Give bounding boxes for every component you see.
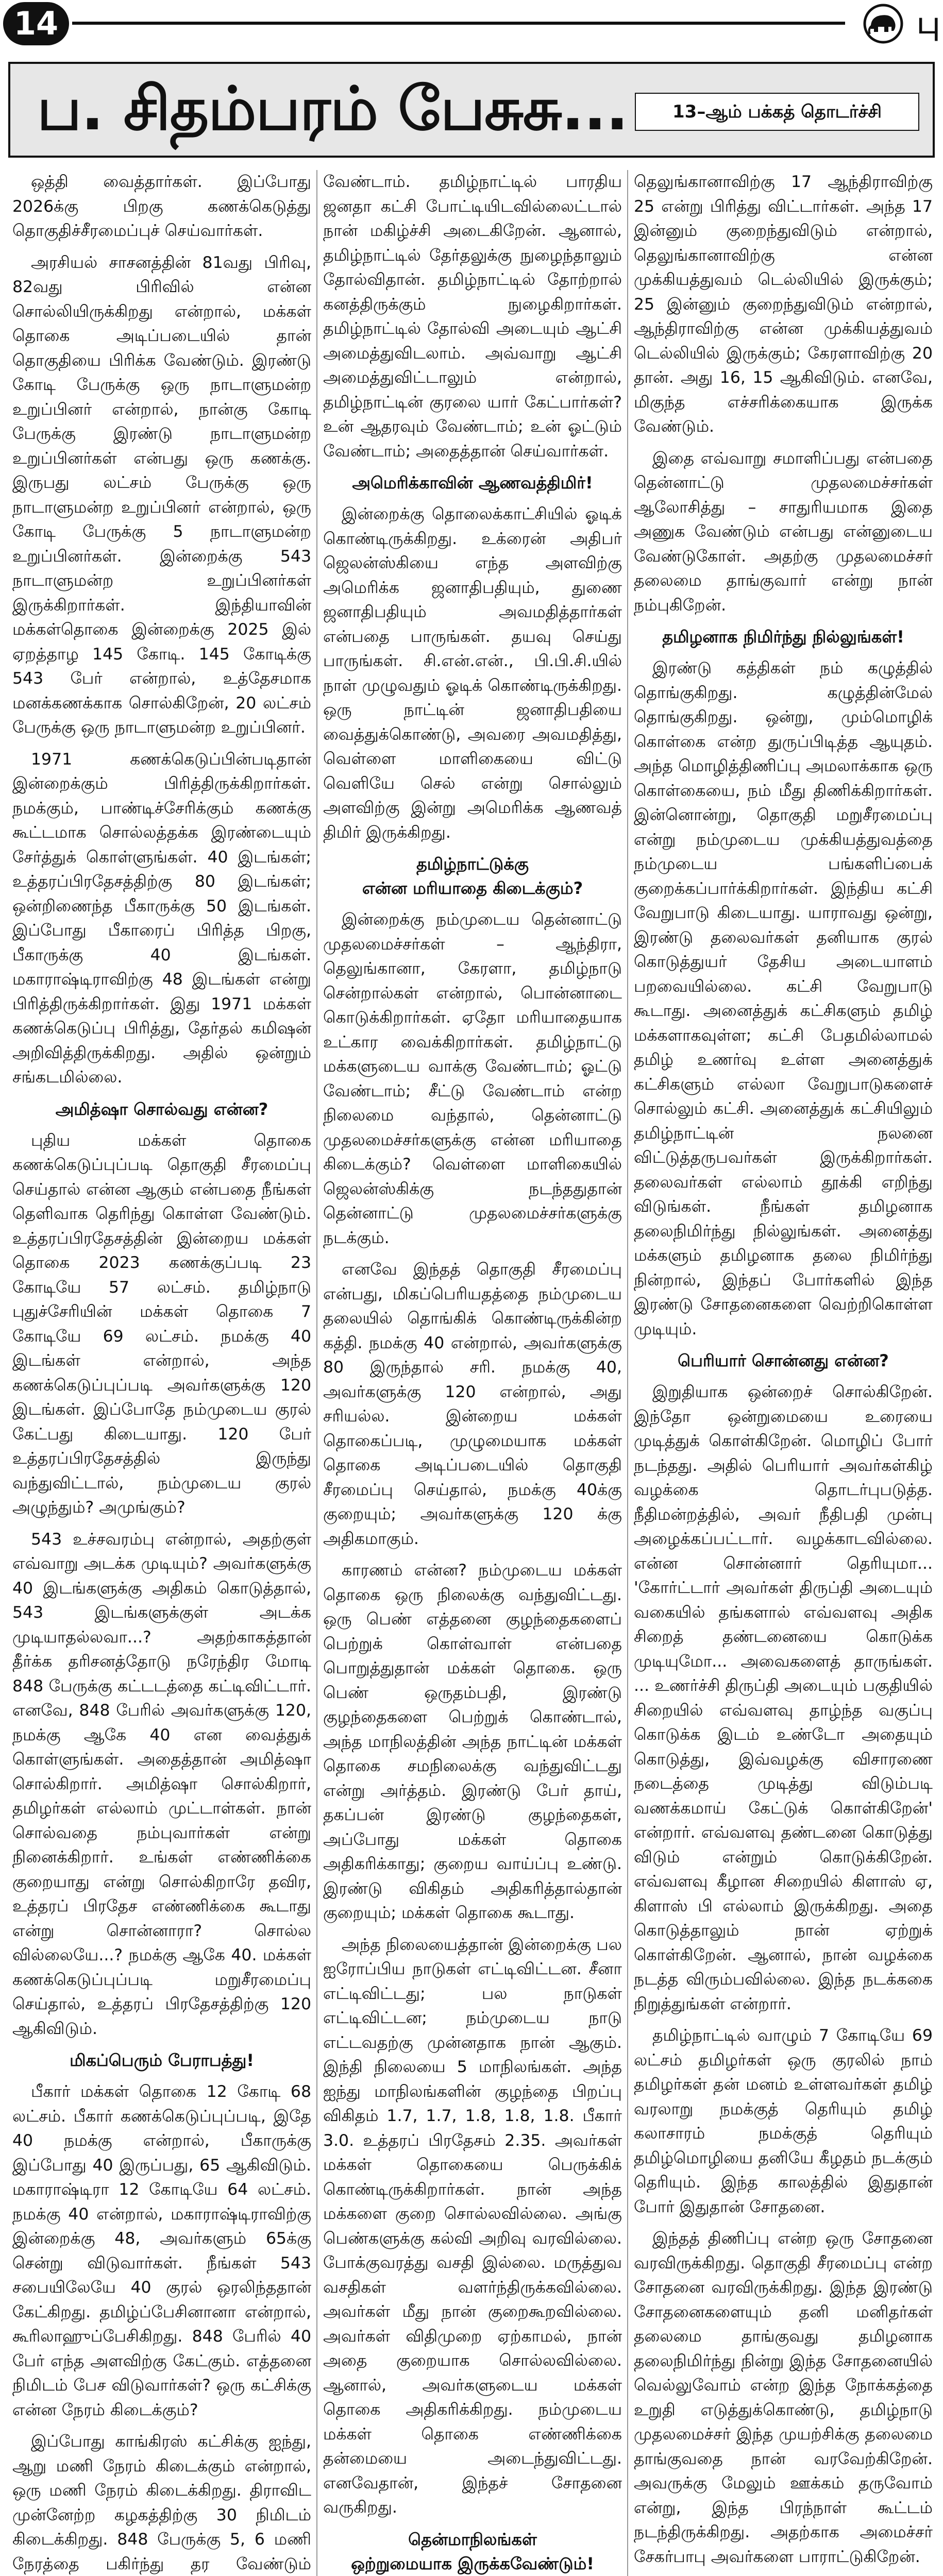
article-paragraph: பீகார் மக்கள் தொகை 12 கோடி 68 லட்சம். பீகார் கணக்கெடுப்புப்படி, இதே 40 நமக்கு என்றால், பீகாருக்கு இப்போது 40 இருப்பது, 65 ஆகிவிடும். மகாராஷ்டிரா 12 கோடியே 64 லட்சம். நமக்கு 40 என்றால், மகாராஷ்டிராவிற்கு இன்றைக்கு 48, அவர்களும் 65க்கு சென்று விடுவார்கள். நீங்கள் 543 சபையிலேயே 40 குரல் ஒரலிந்ததான் கேட்கிறது. தமிழ்ப்பேசினானா என்றால், கூரிலாஹுப்பேசிகிறது. 848 பேரில் 40 பேர் எந்த அளவிற்கு கேட்கும். எத்தனை நிமிடம் பேச விடுவார்கள்? ஒரு கட்சிக்கு என்ன நேரம் கிடைக்கும்?: [12, 2082, 311, 2419]
article-paragraph: தமிழ்நாட்டில் வாழும் 7 கோடியே 69 லட்சம் தமிழர்கள் ஒரு குரலில் நாம் தமிழர்கள் தன் மனம் உள்ளவர்கள் தமிழ் வரலாறு நமக்குத் தெரியும் தமிழ் கலாசாரம் நமக்குத் தெரியும் தமிழ்மொழியை தனியே கீழதம் நடக்கும் தெரியும். இந்த காலத்தில் இதுதான் போர் இதுதான் சோதனை.: [634, 2026, 933, 2216]
subheading-line: தமிழனாக நிமிர்ந்து நில்லுங்கள்!: [662, 627, 904, 647]
subheading-line: தமிழ்நாட்டுக்கு: [416, 854, 529, 874]
headline: ப. சிதம்பரம் பேசுசு...: [37, 74, 628, 144]
article-paragraph: இரண்டு கத்திகள் நம் கழுத்தில் தொங்குகிறது. கழுத்தின்மேல் தொங்குகிறது. ஒன்று, மும்மொழிக் கொள்கை என்ற துருப்பிடித்த ஆயுதம். அந்த மொழித்திணிப்பு அமலாக்காக ஒரு கொள்கையை, நம் மீது திணிக்கிறார்கள். இன்னொன்று, தொகுதி மறுசீரமைப்பு என்று நம்முடைய முக்கியத்துவத்தை நம்முடைய பங்களிப்பைக் குறைக்கப்பார்க்கிறார்கள். இந்திய கட்சி வேறுபாடு கிடையாது. யாராவது ஒன்று, இரண்டு தலைவர்கள் தனியாக குரல் கொடுத்துயர் தேசிய அடையாளம் பறவையில்லை. கட்சி வேறுபாடு கூடாது. அனைத்துக் கட்சிகளும் தமிழ் மக்களாகவுள்ள; கட்சி பேதமில்லாமல் தமிழ் உணர்வு உள்ள அனைத்துக் கட்சிகளும் எல்லா வேறுபாடுகளைச் சொல்லும் கட்சி. அனைத்துக் கட்சியிலும் தமிழ்நாட்டின் நலனை விட்டுத்தருபவர்கள் இருக்கிறார்கள். தலைவர்கள் எல்லாம் தூக்கி எறிந்து விடுங்கள். நீங்கள் தமிழனாக தலைநிமிர்ந்து நில்லுங்கள். அனைத்து மக்களும் தமிழனாக தலை நிமிர்ந்து நின்றால், இந்தப் போர்களில் இந்த இரண்டு சோதனைகளை வெற்றிகொள்ள முடியும்.: [634, 659, 933, 1338]
article-column-3: [634, 170, 933, 2576]
column-divider: [316, 170, 317, 2576]
article-paragraph: அந்த நிலையைத்தான் இன்றைக்கு பல ஐரோப்பிய நாடுகள் எட்டிவிட்டன. சீனா எட்டிவிட்டது; பல நாடுகள் எட்டிவிட்டன; நம்முடைய நாடு எட்டவதற்கு முன்னதாக நான் ஆகும். இந்தி நிலையை 5 மாநிலங்கள். அந்த ஐந்து மாநிலங்களின் குழந்தை பிறப்பு விகிதம் 1.7, 1.7, 1.8, 1.8, 1.8. பீகார் 3.0. உத்தரப் பிரதேசம் 2.35. அவர்கள் மக்கள் தொகையை பெருக்கிக் கொண்டிருக்கிறார்கள். நான் அந்த மக்களை குறை சொல்லவில்லை. அங்கு பெண்களுக்கு கல்வி அறிவு வரவில்லை. போக்குவரத்து வசதி இல்லை. மருத்துவ வசதிகள் வளர்ந்திருக்கவில்லை. அவர்கள் மீது நான் குறைகூறவில்லை. அவர்கள் விதிமுறை ஏற்காமல், நான் அதை குறையாக சொல்லவில்லை. ஆனால், அவர்களுடைய மக்கள் தொகை அதிகரிக்கிறது. நம்முடைய மக்கள் தொகை எண்ணிக்கை தன்மையை அடைந்துவிட்டது. எனவேதான், இந்தச் சோதனை வருகிறது.: [323, 1935, 622, 2517]
section-subheading: [323, 852, 622, 901]
subheading-line: தென்மாநிலங்கள்: [408, 2529, 537, 2549]
article-paragraph: ஒத்தி வைத்தார்கள். இப்போது 2026க்கு பிறகு கணக்கெடுத்து தொகுதிச்சீரமைப்புச் செய்வார்கள்.: [12, 173, 311, 240]
continuation-note: 13–ஆம் பக்கத் தொடர்ச்சி: [635, 93, 919, 131]
article-paragraph: இப்போது காங்கிரஸ் கட்சிக்கு ஐந்து, ஆறு மணி நேரம் கிடைக்கும் என்றால், ஒரு மணி நேரம் கிடைக்கிறது. திராவிட முன்னேற்ற கழகத்திற்கு 30 நிமிடம் கிடைக்கிறது. 848 பேருக்கு 5, 6 மணி நேரத்தை பகிர்ந்து தர வேண்டும்: [12, 2432, 311, 2573]
subheading-line: அமெரிக்காவின் ஆணவத்திமிர்!: [352, 473, 593, 493]
article-paragraph: இறுதியாக ஒன்றைச் சொல்கிறேன். இந்தோ ஒன்றுமையை உரையை முடித்துக் கொள்கிறேன். மொழிப் போர் நடந்தது. அதில் பெரியார் அவர்கள்கிழ் வழக்கை தொடர்புபடுத்த. நீதிமன்றத்தில், அவர் நீதிபதி முன்பு அழைக்கப்பட்டார். வழக்காடவில்லை. என்ன சொன்னார் தெரியுமா... 'கோர்ட்டார் அவர்கள் திருப்தி அடையும் வகையில் தங்களால் எவ்வளவு அதிக சிறைத் தண்டனையை கொடுக்க முடியுமோ... அவைகளைத் தாருங்கள். ... உணர்ச்சி திருப்தி அடையும் பகுதியில் சிறையில் எவ்வளவு தாழ்ந்த வகுப்பு கொடுக்க இடம் உண்டோ அதையும் கொடுத்து, இவ்வழக்கு விசாரணை நடைத்தை முடித்து விடும்படி வணக்கமாய் கேட்டுக் கொள்கிறேன்' என்றார். எவ்வளவு தண்டனை கொடுத்து விடும் என்றும் கொடுக்கிறேன். எவ்வளவு கீழான சிறையில் கிளாஸ் ஏ, கிளாஸ் பி எல்லாம் இருக்கிறது. அதை கொடுத்தாலும் நான் ஏற்றுக் கொள்கிறேன். ஆனால், நான் வழக்கை நடத்த விரும்பவில்லை. இந்த நடக்ககை நிறுத்துங்கள் என்றார்.: [634, 1383, 933, 2013]
section-subheading: [634, 625, 933, 649]
article-paragraph: தெலுங்கானாவிற்கு 17 ஆந்திராவிற்கு 25 என்று பிரித்து விட்டார்கள். அந்த 17 இன்னும் குறைந்துவிடும் என்றால், தெலுங்கானாவிற்கு என்ன முக்கியத்துவம் டெல்லியில் இருக்கும்; 25 இன்னும் குறைந்துவிடும் என்றால், ஆந்திராவிற்கு என்ன முக்கியத்துவம் டெல்லியில் இருக்கும்; கேரளாவிற்கு 20 தான். அது 16, 15 ஆகிவிடும். எனவே, மிகுந்த எச்சரிக்கையாக இருக்க வேண்டும்.: [634, 173, 933, 436]
headline-banner: [8, 62, 935, 158]
article-paragraph: இன்றைக்கு தொலைக்காட்சியில் ஓடிக் கொண்டிருக்கிறது. உக்ரைன் அதிபர் ஜெலன்ஸ்கியை எந்த அளவிற்கு அமெரிக்க ஜனாதிபதியும், துணை ஜனாதிபதியும் அவமதித்தார்கள் என்பதை பாருங்கள். தயவு செய்து பாருங்கள். சி.என்.என்., பி.பி.சி.யில் நாள் முழுவதும் ஓடிக் கொண்டிருக்கிறது. ஒரு நாட்டின் ஜனாதிபதியை வைத்துக்கொண்டு, அவரை அவமதித்து, வெள்ளை மாளிகையை விட்டு வெளியே செல் என்று சொல்லும் அளவிற்கு இன்று அமெரிக்க ஆணவத் திமிர் இருக்கிறது.: [323, 505, 622, 842]
page-header-strip: [0, 0, 943, 47]
article-paragraph: அரசியல் சாசனத்தின் 81வது பிரிவு, 82வது பிரிவில் என்ன சொல்லியிருக்கிறது என்றால், மக்கள் தொகை அடிப்படையில் தான் தொகுதியை பிரிக்க வேண்டும். இரண்டு கோடி பேருக்கு ஒரு நாடாளுமன்ற உறுப்பினர் என்றால், நான்கு கோடி பேருக்கு இரண்டு நாடாளுமன்ற உறுப்பினர்கள் என்பது ஒரு கணக்கு. இருபது லட்சம் பேருக்கு ஒரு நாடாளுமன்ற உறுப்பினர் என்றால், ஒரு கோடி பேருக்கு 5 நாடாளுமன்ற உறுப்பினர்கள். இன்றைக்கு 543 நாடாளுமன்ற உறுப்பினர்கள் இருக்கிறார்கள். இந்தியாவின் மக்கள்தொகை இன்றைக்கு 2025 இல் ஏறத்தாழ 145 கோடி. 145 கோடிக்கு 543 பேர் என்றால், உத்தேசமாக மனக்கணக்காக சொல்கிறேன், 20 லட்சம் பேருக்கு ஒரு நாடாளுமன்ற உறுப்பினர்.: [12, 253, 311, 737]
subheading-line: ஒற்றுமையாக இருக்கவேண்டும்!: [351, 2553, 594, 2573]
section-subheading: [12, 1097, 311, 1122]
article-paragraph: புதிய மக்கள் தொகை கணக்கெடுப்புப்படி தொகுதி சீரமைப்பு செய்தால் என்ன ஆகும் என்பதை நீங்கள் தெளிவாக தெரிந்து கொள்ள வேண்டும். உத்தரப்பிரதேசத்தின் இன்றைய மக்கள் தொகை 2023 கணக்குப்படி 23 கோடியே 57 லட்சம். தமிழ்நாடு புதுச்சேரியின் மக்கள் தொகை 7 கோடியே 69 லட்சம். நமக்கு 40 இடங்கள் என்றால், அந்த கணக்கெடுப்புப்படி அவர்களுக்கு 120 இடங்கள். இப்போதே நம்முடைய குரல் கேட்பது கிடையாது. 120 பேர் உத்தரப்பிரதேசத்தில் இருந்து வந்துவிட்டால், நம்முடைய குரல் அழுந்தும்? அமுங்கும்?: [12, 1131, 311, 1517]
page-number: 14: [3, 2, 69, 45]
subheading-line: அமித்ஷா சொல்வது என்ன?: [55, 1099, 268, 1119]
subheading-line: என்ன மரியாதை கிடைக்கும்?: [362, 878, 583, 898]
article-paragraph: காரணம் என்ன? நம்முடைய மக்கள் தொகை ஒரு நிலைக்கு வந்துவிட்டது. ஒரு பெண் எத்தனை குழந்தைகளைப் பெற்றுக் கொள்வாள் என்பதை பொறுத்துதான் மக்கள் தொகை. ஒரு பெண் ஒருதம்பதி, இரண்டு குழந்தைகளை பெற்றுக் கொண்டால், அந்த மாநிலத்தின் அந்த நாட்டின் மக்கள் தொகை சமநிலைக்கு வந்துவிட்டது என்று அர்த்தம். இரண்டு பேர் தாய், தகப்பன் இரண்டு குழந்தைகள், அப்போது மக்கள் தொகை அதிகரிக்காது; குறைய வாய்ப்பு உண்டு. இரண்டு விகிதம் அதிகரித்தால்தான் குறையும்; மக்கள் தொகை கூடாது.: [323, 1561, 622, 1922]
article-column-2: [323, 170, 622, 2576]
article-paragraph: 543 உச்சவரம்பு என்றால், அதற்குள் எவ்வாறு அடக்க முடியும்? அவர்களுக்கு 40 இடங்களுக்கு அதிகம் கொடுத்தால், 543 இடங்களுக்குள் அடக்க முடியாதல்லவா...? அதற்காகத்தான் தீர்க்க தரிசனத்தோடு நரேந்திர மோடி 848 பேருக்கு கட்டடத்தை கட்டிவிட்டார். எனவே, 848 பேரில் அவர்களுக்கு 120, நமக்கு ஆகே 40 என வைத்துக் கொள்ளுங்கள். அதைத்தான் அமித்ஷா சொல்கிறார். அமித்ஷா சொல்கிறார், தமிழர்கள் எல்லாம் முட்டாள்கள். நான் சொல்வதை நம்புவார்கள் என்று நினைக்கிறார். உங்கள் எண்ணிக்கை குறையாது என்று சொல்கிறாரே தவிர, உத்தரப் பிரதேச எண்ணிக்கை கூடாது என்று சொன்னாரா? சொல்ல வில்லையே...? நமக்கு ஆகே 40. மக்கள் கணக்கெடுப்புப்படி மறுசீரமைப்பு செய்தால், உத்தரப் பிரதேசத்திற்கு 120 ஆகிவிடும்.: [12, 1530, 311, 2038]
article-paragraph: இதை எவ்வாறு சமாளிப்பது என்பதை தென்னாட்டு முதலமைச்சர்கள் ஆலோசித்து – சாதுரியமாக இதை அணுக வேண்டும் என்பது என்னுடைய வேண்டுகோள். அதற்கு முதலமைச்சர் தலைமை தாங்குவார் என்று நான் நம்புகிறேன்.: [634, 449, 933, 615]
article-column-1: [12, 170, 311, 2576]
article-paragraph: வேண்டாம். தமிழ்நாட்டில் பாரதிய ஜனதா கட்சி போட்டியிடவில்லைட்டால் நான் மகிழ்ச்சி அடைகிறேன். ஆனால், தமிழ்நாட்டில் தேர்தலுக்கு நுழைந்தாலும் தோல்விதான். தமிழ்நாட்டில் தோற்றால் கனத்திருக்கும் நுழைகிறார்கள். தமிழ்நாட்டில் தோல்வி அடையும் ஆட்சி அமைத்துவிடலாம். அவ்வாறு ஆட்சி அமைத்துவிட்டாலும் என்றால், தமிழ்நாட்டின் குரலை யார் கேட்பார்கள்? உன் ஆதரவும் வேண்டாம்; உன் ஓட்டும் வேண்டாம்; அதைத்தான் செய்வார்கள்.: [323, 173, 622, 461]
subheading-line: மிகப்பெரும் பேராபத்து!: [70, 2050, 254, 2070]
section-subheading: [323, 2528, 622, 2576]
section-subheading: [323, 471, 622, 495]
article-paragraph: இன்றைக்கு நம்முடைய தென்னாட்டு முதலமைச்சர்கள் – ஆந்திரா, தெலுங்கானா, கேரளா, தமிழ்நாடு சென்றால்கள் என்றால், பொன்னாடை கொடுக்கிறார்கள். ஏதோ மரியாதையாக உட்கார வைக்கிறார்கள். தமிழ்நாட்டு மக்களுடைய வாக்கு வேண்டாம்; ஓட்டு வேண்டாம்; சீட்டு வேண்டாம் என்ற நிலைமை வந்தால், தென்னாட்டு முதலமைச்சர்களுக்கு என்ன மரியாதை கிடைக்கும்? வெள்ளை மாளிகையில் ஜெலன்ஸ்கிக்கு நடந்ததுதான் தென்னாட்டு முதலமைச்சர்களுக்கு நடக்கும்.: [323, 910, 622, 1247]
section-subheading: [634, 1349, 933, 1373]
header-rule: [72, 22, 845, 25]
article-paragraph: எனவே இந்தத் தொகுதி சீரமைப்பு என்பது, மிகப்பெரியதத்தை நம்முடைய தலையில் தொங்கிக் கொண்டிருக்கின்ற கத்தி. நமக்கு 40 என்றால், அவர்களுக்கு 80 இருந்தால் சரி. நமக்கு 40, அவர்களுக்கு 120 என்றால், அது சரியல்ல. இன்றைய மக்கள் தொகைப்படி, முழுமையாக மக்கள் தொகை அடிப்படையில் தொகுதி சீரமைப்பு செய்தால், நமக்கு 40க்கு குறையும்; அவர்களுக்கு 120 க்கு அதிகமாகும்.: [323, 1260, 622, 1548]
article-paragraph: 1971 கணக்கெடுப்பின்படிதான் இன்றைக்கும் பிரித்திருக்கிறார்கள். நமக்கும், பாண்டிச்சேரிக்கும் கணக்கு கூட்டமாக சொல்லத்தக்க இரண்டையும் சேர்த்துக் கொள்ளுங்கள். 40 இடங்கள்; உத்தரப்பிரதேசத்திற்கு 80 இடங்கள்; ஒன்றிணைந்த பீகாருக்கு 50 இடங்கள். இப்போது பீகாரைப் பிரித்த பிறகு, பீகாருக்கு 40 இடங்கள். மகாராஷ்டிராவிற்கு 48 இடங்கள் என்று பிரித்திருக்கிறார்கள். இது 1971 மக்கள் கணக்கெடுப்பு பிரித்து, தேர்தல் கமிஷன் அறிவித்திருக்கிறது. அதில் ஒன்றும் சங்கடமில்லை.: [12, 750, 311, 1087]
section-subheading: [12, 2048, 311, 2073]
subheading-line: பெரியார் சொன்னது என்ன?: [678, 1351, 889, 1370]
publication-mark: பு: [917, 5, 940, 41]
elephant-logo-icon: [857, 3, 909, 44]
column-divider: [627, 170, 628, 2576]
article-paragraph: இந்தத் திணிப்பு என்ற ஒரு சோதனை வரவிருக்கிறது. தொகுதி சீரமைப்பு என்ற சோதனை வரவிருக்கிறது. இந்த இரண்டு சோதனைகளையும் தனி மனிதர்கள் தலைமை தாங்குவது தமிழனாக தலைநிமிர்ந்து நின்று இந்த சோதனையில் வெல்லுவோம் என்ற இந்த நோக்கத்தை உறுதி எடுத்துக்கொண்டு, தமிழ்நாடு முதலமைச்சர் இந்த முயற்சிக்கு தலைமை தாங்குவதை நான் வரவேற்கிறேன். அவருக்கு மேலும் ஊக்கம் தருவோம் என்று, இந்த பிரந்நாள் கூட்டம் நடந்திருக்கிறது. அதற்காக அமைச்சர் சேகர்பாபு அவர்களை பாராட்டுகிறேன்.: [634, 2229, 933, 2566]
